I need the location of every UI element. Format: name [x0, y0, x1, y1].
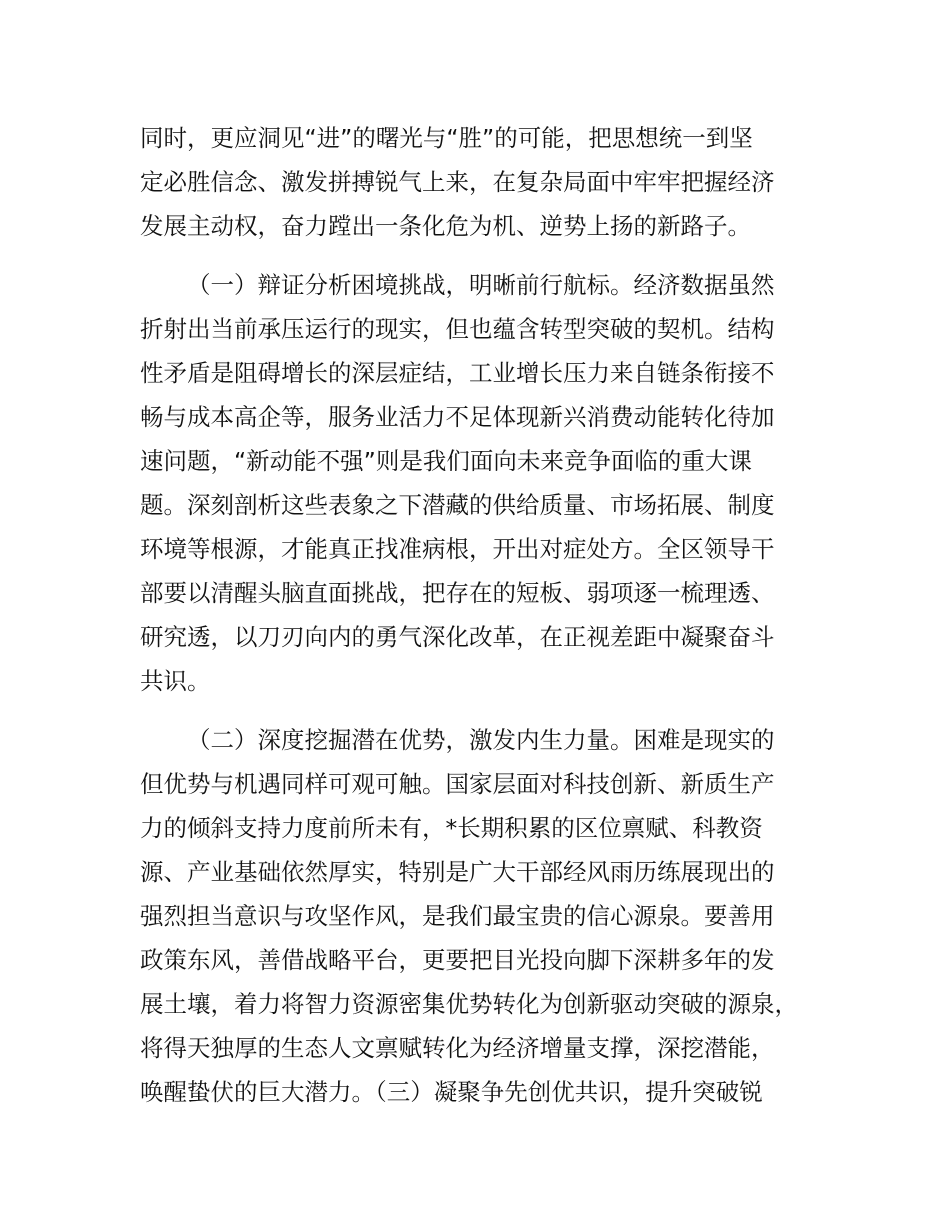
- text-line: 速问题，“新动能不强”则是我们面向未来竞争面临的重大课: [140, 447, 752, 475]
- paragraph-spacer: [140, 703, 840, 718]
- text-line: 发展主动权，奋力蹚出一条化危为机、逆势上扬的新路子。: [140, 212, 751, 240]
- text-line: （二）深度挖掘潜在优势，激发内生力量。困难是现实的: [187, 726, 775, 754]
- document-body: [140, 116, 840, 1114]
- text-line: 环境等根源，才能真正找准病根，开出对症处方。全区领导干: [140, 535, 775, 563]
- text-line: 折射出当前承压运行的现实，但也蕴含转型突破的契机。结构: [140, 315, 775, 343]
- text-line: 强烈担当意识与攻坚作风，是我们最宝贵的信心源泉。要善用: [140, 902, 775, 930]
- text-line: 展土壤，着力将智力资源密集优势转化为创新驱动突破的源泉，: [140, 990, 798, 1018]
- text-line: （一）辩证分析困境挑战，明晰前行航标。经济数据虽然: [187, 271, 775, 299]
- text-line: 源、产业基础依然厚实，特别是广大干部经风雨历练展现出的: [140, 858, 775, 886]
- text-line: 唤醒蛰伏的巨大潜力。（三）凝聚争先创优共识，提升突破锐: [140, 1078, 763, 1106]
- paragraph-2: [140, 263, 840, 703]
- text-line: 政策东风，善借战略平台，更要把目光投向脚下深耕多年的发: [140, 946, 775, 974]
- text-line: 将得天独厚的生态人文禀赋转化为经济增量支撑，深挖潜能，: [140, 1034, 775, 1062]
- text-line: 同时，更应洞见“进”的曙光与“胜”的可能，把思想统一到坚: [140, 124, 753, 152]
- text-line: 性矛盾是阻碍增长的深层症结，工业增长压力来自链条衔接不: [140, 359, 775, 387]
- text-line: 研究透，以刀刃向内的勇气深化改革，在正视差距中凝聚奋斗: [140, 623, 775, 651]
- text-line: 定必胜信念、激发拼搏锐气上来，在复杂局面中牢牢把握经济: [140, 168, 775, 196]
- paragraph-1: [140, 116, 840, 248]
- paragraph-3: [140, 718, 840, 1114]
- text-line: 题。深刻剖析这些表象之下潜藏的供给质量、市场拓展、制度: [140, 491, 775, 519]
- text-line: 共识。: [140, 667, 211, 695]
- paragraph-spacer: [140, 248, 840, 263]
- text-line: 部要以清醒头脑直面挑战，把存在的短板、弱项逐一梳理透、: [140, 579, 775, 607]
- text-line: 力的倾斜支持力度前所未有，*长期积累的区位禀赋、科教资: [140, 814, 763, 842]
- text-line: 畅与成本高企等，服务业活力不足体现新兴消费动能转化待加: [140, 403, 775, 431]
- text-line: 但优势与机遇同样可观可触。国家层面对科技创新、新质生产: [140, 770, 775, 798]
